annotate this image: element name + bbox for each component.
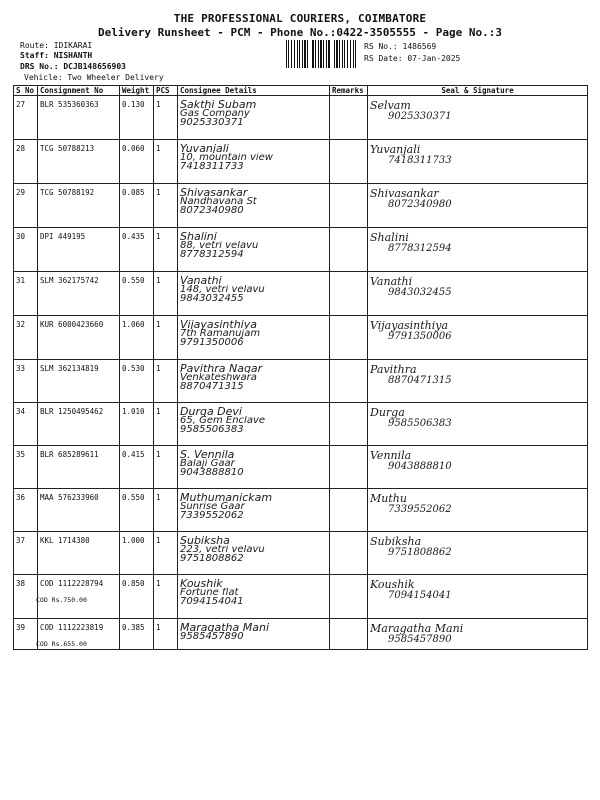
consignee-line: Nandhavana St [180, 197, 257, 206]
cell-consignee [178, 316, 330, 360]
consignee-line: 9043888810 [180, 468, 244, 477]
signature-name: Maragatha Mani [370, 623, 464, 635]
signature-phone: 9791350006 [388, 331, 452, 342]
consignee-line: 7418311733 [180, 162, 244, 171]
consignment-number: SLM 362134819 [40, 364, 99, 373]
cell-weight [120, 403, 154, 446]
sno-value: 35 [16, 450, 26, 459]
consignee-line: Maragatha Mani [180, 623, 269, 632]
consignee-line: Muthumanickam [180, 493, 273, 502]
consignee-line: Vanathi [180, 276, 222, 285]
pcs-value: 1 [156, 276, 161, 285]
cell-weight [120, 140, 154, 184]
cell-remarks [330, 360, 368, 403]
cell-pcs [154, 446, 178, 489]
cell-consignee [178, 228, 330, 272]
cell-remarks [330, 403, 368, 446]
signature-name: Vanathi [370, 276, 413, 288]
cell-remarks [330, 184, 368, 228]
pcs-value: 1 [156, 188, 161, 197]
signature [370, 188, 585, 210]
cell-signature [368, 360, 588, 403]
cell-consignee [178, 360, 330, 403]
pcs-value: 1 [156, 144, 161, 153]
signature [370, 450, 585, 472]
signature-phone: 8870471315 [388, 375, 452, 386]
cell-sno [14, 403, 38, 446]
signature-phone: 8072340980 [388, 199, 452, 210]
col-weight: Weight [120, 86, 154, 96]
cell-pcs [154, 489, 178, 532]
consignee-line: 10, mountain view [180, 153, 273, 162]
cell-weight [120, 316, 154, 360]
cell-remarks [330, 619, 368, 650]
col-sno: S No [14, 86, 38, 96]
sno-value: 28 [16, 144, 26, 153]
cell-signature [368, 272, 588, 316]
signature-name: Shalini [370, 232, 409, 244]
pcs-value: 1 [156, 407, 161, 416]
consignment-number: BLR 535360363 [40, 100, 99, 109]
sno-value: 37 [16, 536, 26, 545]
cell-signature [368, 96, 588, 140]
table-row [14, 619, 588, 650]
cell-weight [120, 532, 154, 575]
cell-pcs [154, 619, 178, 650]
table-row [14, 140, 588, 184]
cell-consignee [178, 96, 330, 140]
signature-phone: 8778312594 [388, 243, 452, 254]
cell-remarks [330, 532, 368, 575]
weight-value: 0.130 [122, 100, 145, 109]
pcs-value: 1 [156, 364, 161, 373]
cell-weight [120, 446, 154, 489]
consignee-line: Subiksha [180, 536, 230, 545]
cell-remarks [330, 575, 368, 619]
cell-remarks [330, 140, 368, 184]
cell-sno [14, 619, 38, 650]
consignee-line: Koushik [180, 579, 223, 588]
cell-pcs [154, 532, 178, 575]
cell-remarks [330, 228, 368, 272]
cell-weight [120, 184, 154, 228]
sno-value: 38 [16, 579, 26, 588]
consignee-line: 9791350006 [180, 338, 244, 347]
cell-pcs [154, 272, 178, 316]
cell-remarks [330, 316, 368, 360]
signature [370, 623, 585, 645]
signature [370, 579, 585, 601]
signature [370, 407, 585, 429]
cell-signature [368, 575, 588, 619]
cell-consignment [38, 532, 120, 575]
cell-pcs [154, 360, 178, 403]
cod-amount: COD Rs.750.00 [36, 596, 87, 604]
signature-phone: 7418311733 [388, 155, 452, 166]
sno-value: 33 [16, 364, 26, 373]
cell-sno [14, 489, 38, 532]
signature-name: Pavithra [370, 364, 417, 376]
cell-remarks [330, 272, 368, 316]
weight-value: 0.060 [122, 144, 145, 153]
cell-consignee [178, 619, 330, 650]
cell-consignment [38, 228, 120, 272]
cell-consignee [178, 140, 330, 184]
cell-sno [14, 360, 38, 403]
table-row [14, 489, 588, 532]
col-seal: Seal & Signature [368, 86, 588, 96]
signature [370, 364, 585, 386]
signature-phone: 7094154041 [388, 590, 452, 601]
cell-pcs [154, 140, 178, 184]
barcode-overlay [286, 40, 358, 68]
cell-consignment [38, 403, 120, 446]
signature-name: Selvam [370, 100, 411, 112]
col-consignee: Consignee Details [178, 86, 330, 96]
cell-consignment [38, 140, 120, 184]
sno-value: 29 [16, 188, 26, 197]
cell-consignee [178, 575, 330, 619]
sno-value: 36 [16, 493, 26, 502]
weight-value: 0.530 [122, 364, 145, 373]
cell-remarks [330, 96, 368, 140]
table-row [14, 272, 588, 316]
cell-sno [14, 446, 38, 489]
consignment-number: COD 1112228794 [40, 579, 104, 588]
cell-signature [368, 532, 588, 575]
consignment-number: BLR 1250495462 [40, 407, 104, 416]
signature-phone: 9843032455 [388, 287, 452, 298]
runsheet-subtitle: Delivery Runsheet - PCM - Phone No.:0422-3505555 - Page No.:3 [98, 26, 502, 39]
cell-consignment [38, 96, 120, 140]
signature-phone: 9585506383 [388, 418, 452, 429]
signature [370, 276, 585, 298]
cell-consignee [178, 184, 330, 228]
signature-phone: 9585457890 [388, 634, 452, 645]
consignee-line: Balaji Gaar [180, 459, 235, 468]
col-consignment: Consignment No [38, 86, 120, 96]
cell-sno [14, 272, 38, 316]
cell-consignment [38, 184, 120, 228]
consignee-line: 7th Ramanujam [180, 329, 261, 338]
cell-sno [14, 228, 38, 272]
pcs-value: 1 [156, 493, 161, 502]
table-row [14, 316, 588, 360]
consignee-line: 9585457890 [180, 632, 244, 641]
cell-signature [368, 403, 588, 446]
signature-phone: 9751808862 [388, 547, 452, 558]
signature-name: Shivasankar [370, 188, 439, 200]
table-row [14, 446, 588, 489]
consignee-line: S. Vennila [180, 450, 235, 459]
signature-name: Vennila [370, 450, 412, 462]
cell-sno [14, 184, 38, 228]
consignee-line: 8870471315 [180, 382, 244, 391]
signature-name: Vijayasinthiya [370, 320, 449, 332]
weight-value: 0.085 [122, 188, 145, 197]
consignee-line: Sakthi Subam [180, 100, 257, 109]
signature-name: Subiksha [370, 536, 422, 548]
consignee-line: 88, vetri velavu [180, 241, 259, 250]
cell-consignment [38, 619, 120, 650]
signature [370, 493, 585, 515]
cell-weight [120, 96, 154, 140]
table-header-row [14, 86, 588, 96]
consignee-line: 7339552062 [180, 511, 244, 520]
consignee-line: 9585506383 [180, 425, 244, 434]
col-remarks: Remarks [330, 86, 368, 96]
consignee-line: Shalini [180, 232, 217, 241]
signature-name: Koushik [370, 579, 415, 591]
weight-value: 0.415 [122, 450, 145, 459]
signature-phone: 9025330371 [388, 111, 452, 122]
cell-consignment [38, 446, 120, 489]
table-row [14, 575, 588, 619]
cell-pcs [154, 316, 178, 360]
cell-sno [14, 140, 38, 184]
weight-value: 1.060 [122, 320, 145, 329]
weight-value: 0.550 [122, 276, 145, 285]
pcs-value: 1 [156, 100, 161, 109]
cell-signature [368, 184, 588, 228]
cell-pcs [154, 96, 178, 140]
consignment-number: MAA 576233960 [40, 493, 99, 502]
signature [370, 232, 585, 254]
cell-pcs [154, 228, 178, 272]
weight-value: 0.850 [122, 579, 145, 588]
cell-consignee [178, 403, 330, 446]
consignee-line: 9843032455 [180, 294, 244, 303]
consignee-line: Gas Company [180, 109, 250, 118]
pcs-value: 1 [156, 232, 161, 241]
sno-value: 39 [16, 623, 26, 632]
consignee-line: 9751808862 [180, 554, 244, 563]
consignee-line: 65, Gem Enclave [180, 416, 266, 425]
consignee-line: Fortune flat [180, 588, 239, 597]
sno-value: 31 [16, 276, 26, 285]
cell-weight [120, 360, 154, 403]
cell-weight [120, 619, 154, 650]
pcs-value: 1 [156, 623, 161, 632]
consignee-line: Pavithra Nagar [180, 364, 263, 373]
sno-value: 34 [16, 407, 26, 416]
consignee-line: 8778312594 [180, 250, 244, 259]
weight-value: 1.010 [122, 407, 145, 416]
cell-signature [368, 446, 588, 489]
cell-weight [120, 575, 154, 619]
consignment-number: BLR 685289611 [40, 450, 99, 459]
cell-consignment [38, 575, 120, 619]
consignee-line: Shivasankar [180, 188, 248, 197]
table-row [14, 360, 588, 403]
table-row [14, 403, 588, 446]
signature [370, 144, 585, 166]
cell-weight [120, 228, 154, 272]
consignee-line: 148, vetri velavu [180, 285, 265, 294]
table-row [14, 184, 588, 228]
signature [370, 536, 585, 558]
cell-pcs [154, 184, 178, 228]
col-pcs: PCS [154, 86, 178, 96]
signature-name: Muthu [370, 493, 407, 505]
consignment-number: KUR 6000423660 [40, 320, 104, 329]
cell-consignment [38, 316, 120, 360]
route-label: Route: IDIKARAI [20, 41, 93, 50]
runsheet-table [13, 85, 588, 650]
consignee-line: 7094154041 [180, 597, 244, 606]
company-title: THE PROFESSIONAL COURIERS, COIMBATORE [173, 12, 427, 25]
pcs-value: 1 [156, 320, 161, 329]
cell-sno [14, 532, 38, 575]
consignee-line: Yuvanjali [180, 144, 229, 153]
cell-consignee [178, 532, 330, 575]
cod-amount: COD Rs.655.00 [36, 640, 87, 648]
consignee-line: Venkateshwara [180, 373, 257, 382]
sno-value: 27 [16, 100, 26, 109]
cell-signature [368, 619, 588, 650]
weight-value: 0.385 [122, 623, 145, 632]
pcs-value: 1 [156, 536, 161, 545]
cell-sno [14, 316, 38, 360]
signature [370, 100, 585, 122]
cell-signature [368, 140, 588, 184]
rs-number: RS No.: 1486569 [364, 42, 437, 51]
vehicle-label: Vehicle: Two Wheeler Delivery [24, 73, 164, 82]
consignee-line: Durga Devi [180, 407, 242, 416]
sno-value: 30 [16, 232, 26, 241]
table-row [14, 228, 588, 272]
consignee-line: 8072340980 [180, 206, 244, 215]
pcs-value: 1 [156, 579, 161, 588]
cell-remarks [330, 489, 368, 532]
cell-consignment [38, 489, 120, 532]
table-row [14, 532, 588, 575]
cell-sno [14, 96, 38, 140]
signature-phone: 9043888810 [388, 461, 452, 472]
cell-consignee [178, 446, 330, 489]
consignment-number: COD 1112223819 [40, 623, 104, 632]
table-row [14, 96, 588, 140]
cell-pcs [154, 403, 178, 446]
cell-signature [368, 489, 588, 532]
consignment-number: TCG 50788213 [40, 144, 95, 153]
cell-signature [368, 316, 588, 360]
cell-sno [14, 575, 38, 619]
consignment-number: TCG 50788192 [40, 188, 95, 197]
signature-phone: 7339552062 [388, 504, 452, 515]
signature-name: Yuvanjali [370, 144, 421, 156]
consignee-line: Sunrise Gaar [180, 502, 245, 511]
consignee-line: 223, vetri velavu [180, 545, 265, 554]
consignee-line: Vijayasinthiya [180, 320, 257, 329]
weight-value: 0.435 [122, 232, 145, 241]
weight-value: 1.000 [122, 536, 145, 545]
consignment-number: SLM 362175742 [40, 276, 99, 285]
cell-weight [120, 272, 154, 316]
cell-weight [120, 489, 154, 532]
cell-consignment [38, 360, 120, 403]
consignment-number: DPI 449195 [40, 232, 86, 241]
rs-date: RS Date: 07-Jan-2025 [364, 54, 461, 63]
weight-value: 0.550 [122, 493, 145, 502]
staff-label: Staff: NISHANTH [20, 51, 93, 60]
cell-consignee [178, 489, 330, 532]
signature [370, 320, 585, 342]
cell-remarks [330, 446, 368, 489]
sno-value: 32 [16, 320, 26, 329]
consignment-number: KKL 1714380 [40, 536, 90, 545]
signature-name: Durga [370, 407, 405, 419]
cell-consignment [38, 272, 120, 316]
cell-signature [368, 228, 588, 272]
consignee-line: 9025330371 [180, 118, 244, 127]
cell-consignee [178, 272, 330, 316]
pcs-value: 1 [156, 450, 161, 459]
cell-pcs [154, 575, 178, 619]
drs-label: DRS No.: DCJB148656903 [20, 62, 126, 71]
